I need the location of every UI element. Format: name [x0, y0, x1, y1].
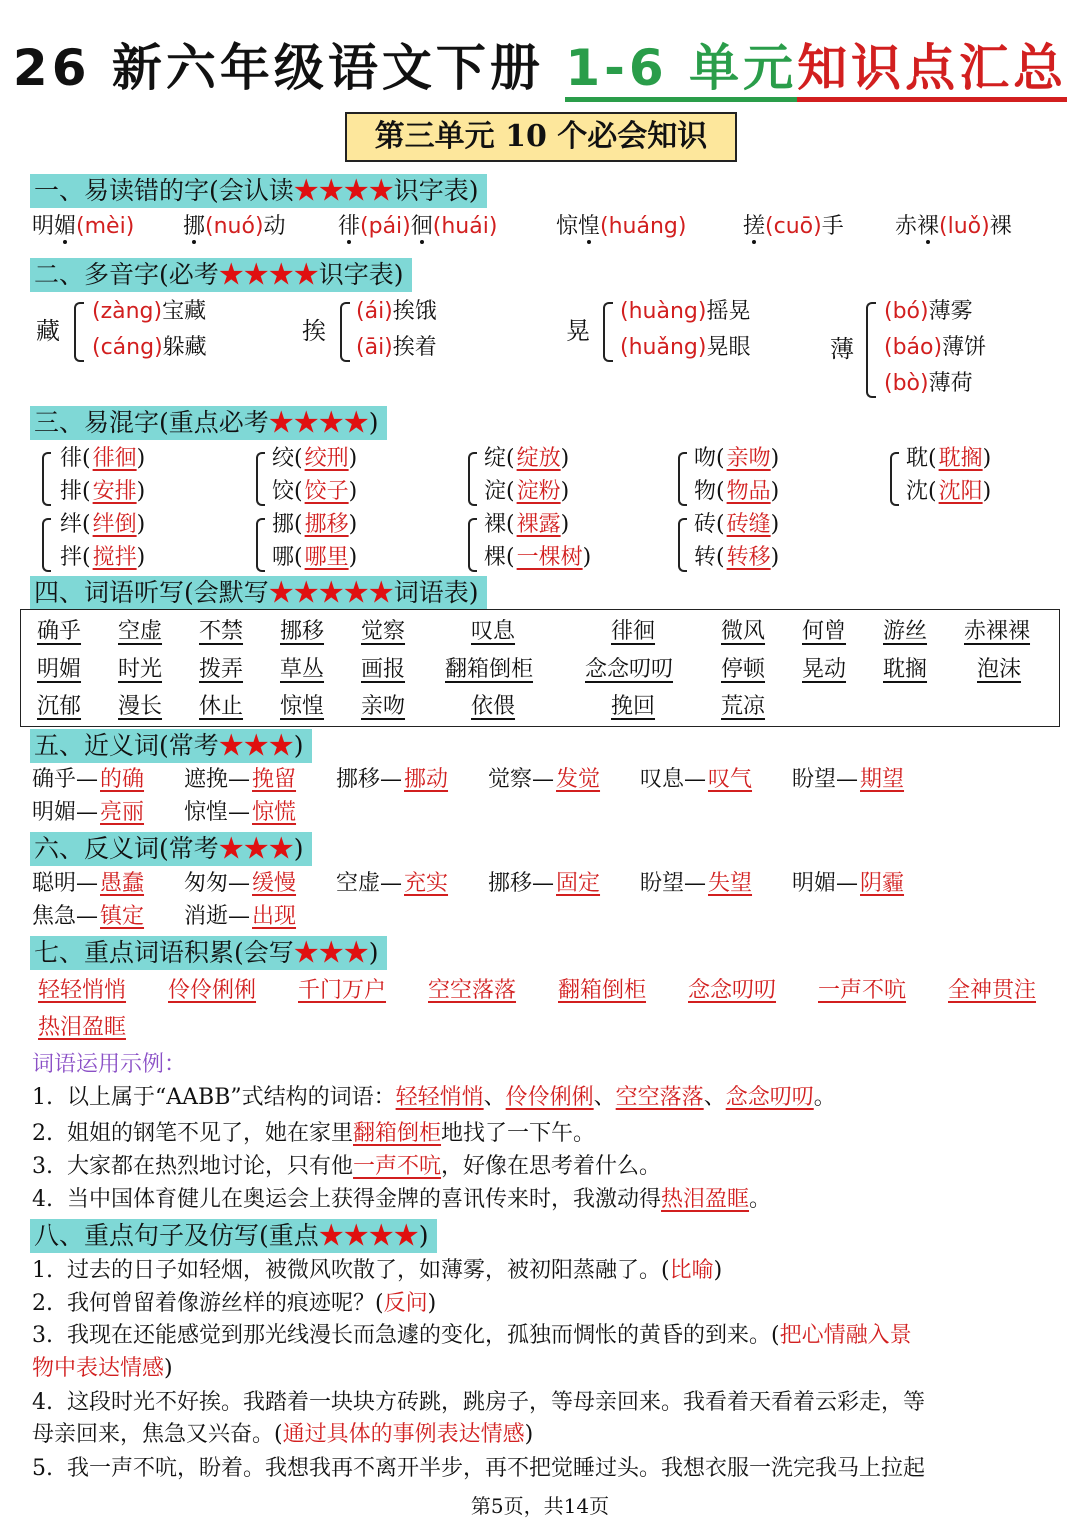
antonym-pair: 聪明—愚蠢	[32, 871, 145, 896]
sentence-3: 3. 我现在还能感觉到那光线漫长而急遽的变化，孤独而惆怅的黄昏的到来。(把心情融入景	[32, 1323, 912, 1348]
synonym-pair: 叹息—叹气	[640, 767, 753, 792]
antonym-pair: 盼望—失望	[640, 871, 753, 896]
antonym-pair: 明媚—阴霾	[792, 871, 905, 896]
page-footer: 第5页，共14页	[470, 1494, 610, 1518]
section-heading-7: 七、重点词语积累(会写★★★)	[30, 936, 387, 970]
dictation-word: 漫长	[118, 694, 163, 719]
polyphone-char: 藏	[36, 317, 60, 345]
section-heading-1: 一、易读错的字(会认读★★★★识字表)	[30, 174, 487, 208]
synonym-pair: 挪移—挪动	[336, 767, 449, 792]
confusing-pair: 绞(绞刑)	[272, 446, 358, 471]
dictation-word: 明媚	[37, 657, 82, 682]
confusing-pair: 耽(耽搁)	[906, 446, 992, 471]
confusing-pair: 裸(裸露)	[484, 512, 570, 537]
sentence-5: 5. 我一声不吭，盼着。我想我再不离开半步，再不把觉睡过头。我想衣服一洗完我马上拉起	[32, 1456, 926, 1481]
section-heading-8: 八、重点句子及仿写(重点★★★★)	[30, 1219, 437, 1253]
section-heading-3: 三、易混字(重点必考★★★★)	[30, 406, 387, 440]
sentence-4: 4. 这段时光不好挨。我踏着一块块方砖跳，跳房子，等母亲回来。我看着天看着云彩走，等	[32, 1390, 926, 1415]
confusing-pair: 物(物品)	[694, 479, 780, 504]
section-heading-6: 六、反义词(常考★★★)	[30, 832, 312, 866]
sentence-3-cont: 物中表达情感)	[32, 1356, 173, 1381]
dictation-word: 耽搁	[883, 657, 928, 682]
dictation-word: 游丝	[883, 619, 928, 644]
dictation-box	[20, 609, 1060, 727]
synonym-pair: 确乎—的确	[32, 767, 145, 792]
antonym-pair: 匆匆—缓慢	[184, 871, 297, 896]
confusing-pair: 挪(挪移)	[272, 512, 358, 537]
confusing-pair: 淀(淀粉)	[484, 479, 570, 504]
polyphone-reading: (bó)薄雾	[884, 299, 973, 324]
dictation-word: 空虚	[118, 619, 163, 644]
polyphone-reading: (huàng)摇晃	[620, 299, 751, 324]
dictation-word: 觉察	[361, 619, 406, 644]
polyphone-reading: (báo)薄饼	[884, 335, 987, 360]
polyphone-char: 晃	[566, 317, 590, 345]
dictation-word: 不禁	[199, 619, 244, 644]
synonym-pair: 明媚—亮丽	[32, 800, 145, 825]
misread-item: 赤裸(luǒ)裸	[895, 214, 1012, 239]
sentence-1: 1. 过去的日子如轻烟，被微风吹散了，如薄雾，被初阳蒸融了。(比喻)	[32, 1258, 723, 1283]
accum-word: 一声不吭	[818, 978, 907, 1003]
dictation-word: 时光	[118, 657, 163, 682]
section-heading-5: 五、近义词(常考★★★)	[30, 729, 312, 763]
confusing-pair: 转(转移)	[694, 545, 780, 570]
dictation-word: 画报	[361, 657, 406, 682]
confusing-pair: 绽(绽放)	[484, 446, 570, 471]
dictation-word: 赤裸裸	[964, 619, 1031, 644]
dictation-word: 确乎	[37, 619, 82, 644]
misread-item: 徘(pái)徊(huái)	[338, 214, 498, 239]
confusing-pair: 沈(沈阳)	[906, 479, 992, 504]
dictation-word: 翻箱倒柜	[445, 657, 534, 682]
misread-item: 挪(nuó)动	[183, 214, 286, 239]
example-2: 2. 姐姐的钢笔不见了，她在家里翻箱倒柜地找了一下午。	[32, 1121, 596, 1146]
accum-word: 全神贯注	[948, 978, 1037, 1003]
confusing-pair: 吻(亲吻)	[694, 446, 780, 471]
polyphone-reading: (bò)薄荷	[884, 371, 973, 396]
dictation-word: 惊惶	[280, 694, 325, 719]
dictation-word: 微风	[721, 619, 766, 644]
dictation-word: 休止	[199, 694, 244, 719]
dictation-word: 荒凉	[721, 694, 766, 719]
accum-word: 翻箱倒柜	[558, 978, 647, 1003]
dictation-word: 依偎	[471, 694, 516, 719]
examples-title: 词语运用示例：	[32, 1052, 187, 1077]
confusing-pair: 绊(绊倒)	[60, 512, 146, 537]
dictation-word: 何曾	[802, 619, 847, 644]
section-heading-4: 四、词语听写(会默写★★★★★词语表)	[30, 576, 487, 610]
dictation-word: 挪移	[280, 619, 325, 644]
dictation-word: 亲吻	[361, 694, 406, 719]
confusing-pair: 徘(徘徊)	[60, 446, 146, 471]
accum-word: 空空落落	[428, 978, 517, 1003]
title-units: 1-6 单元	[565, 39, 797, 102]
misread-item: 搓(cuō)手	[743, 214, 844, 239]
polyphone-char: 薄	[830, 335, 854, 363]
dictation-word: 停顿	[721, 657, 766, 682]
accum-word: 千门万户	[298, 978, 387, 1003]
dictation-word: 念念叨叨	[585, 657, 674, 682]
title-summary: 知识点汇总	[797, 39, 1067, 102]
misread-item: 明媚(mèi)	[32, 214, 135, 239]
sentence-2: 2. 我何曾留着像游丝样的痕迹呢？(反问)	[32, 1291, 437, 1316]
polyphone-reading: (huǎng)晃眼	[620, 335, 751, 360]
antonym-pair: 消逝—出现	[184, 904, 297, 929]
page-title: 26 新六年级语文下册 1-6 单元知识点汇总	[0, 28, 1080, 100]
dictation-word: 挽回	[611, 694, 656, 719]
dictation-word: 沉郁	[37, 694, 82, 719]
dictation-word: 草丛	[280, 657, 325, 682]
dictation-word: 晃动	[802, 657, 847, 682]
antonym-pair: 焦急—镇定	[32, 904, 145, 929]
dictation-word: 拨弄	[199, 657, 244, 682]
polyphone-reading: (āi)挨着	[356, 335, 437, 360]
synonym-pair: 觉察—发觉	[488, 767, 601, 792]
confusing-pair: 饺(饺子)	[272, 479, 358, 504]
misread-item: 惊惶(huáng)	[556, 214, 687, 239]
dictation-word: 徘徊	[611, 619, 656, 644]
synonym-pair: 遮挽—挽留	[184, 767, 297, 792]
section-heading-2: 二、多音字(必考★★★★识字表)	[30, 258, 412, 292]
confusing-pair: 排(安排)	[60, 479, 146, 504]
dictation-word: 叹息	[471, 619, 516, 644]
example-4: 4. 当中国体育健儿在奥运会上获得金牌的喜讯传来时，我激动得热泪盈眶。	[32, 1187, 772, 1212]
polyphone-reading: (cáng)躲藏	[92, 335, 207, 360]
dictation-word: 泡沫	[977, 657, 1022, 682]
confusing-pair: 拌(搅拌)	[60, 545, 146, 570]
accum-word: 伶伶俐俐	[168, 978, 257, 1003]
sentence-4-cont: 母亲回来，焦急又兴奋。(通过具体的事例表达情感)	[32, 1422, 534, 1447]
synonym-pair: 惊惶—惊慌	[184, 800, 297, 825]
polyphone-reading: (zàng)宝藏	[92, 299, 207, 324]
example-3: 3. 大家都在热烈地讨论，只有他一声不吭，好像在思考着什么。	[32, 1154, 662, 1179]
example-1: 1. 以上属于“AABB”式结构的词语：轻轻悄悄、伶伶俐俐、空空落落、念念叨叨。	[32, 1085, 836, 1110]
accum-word: 念念叨叨	[688, 978, 777, 1003]
accum-word: 热泪盈眶	[38, 1015, 127, 1040]
unit-subtitle: 第三单元 10 个必会知识	[345, 112, 737, 162]
synonym-pair: 盼望—期望	[792, 767, 905, 792]
confusing-pair: 棵(一棵树)	[484, 545, 592, 570]
polyphone-reading: (ái)挨饿	[356, 299, 437, 324]
antonym-pair: 挪移—固定	[488, 871, 601, 896]
antonym-pair: 空虚—充实	[336, 871, 449, 896]
confusing-pair: 砖(砖缝)	[694, 512, 780, 537]
polyphone-char: 挨	[302, 317, 326, 345]
accum-word: 轻轻悄悄	[38, 978, 127, 1003]
confusing-pair: 哪(哪里)	[272, 545, 358, 570]
